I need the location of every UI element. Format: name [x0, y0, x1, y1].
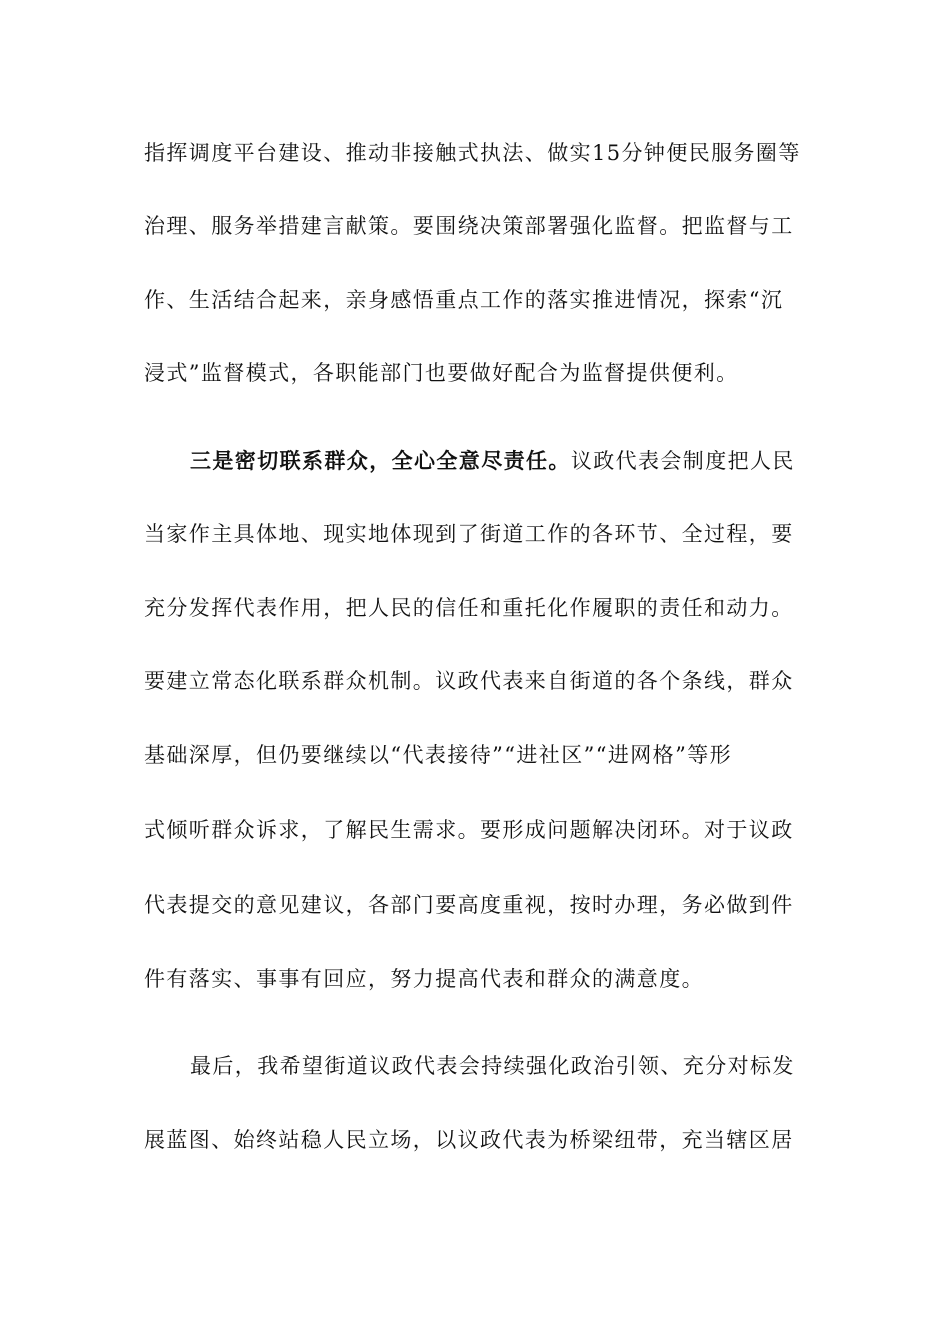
- body-line: 展蓝图、始终站稳人民立场，以议政代表为桥梁纽带，充当辖区居: [144, 1128, 794, 1152]
- body-line: 代表提交的意见建议，各部门要高度重视，按时办理，务必做到件: [144, 893, 794, 917]
- body-line: 作、生活结合起来，亲身感悟重点工作的落实推进情况，探索“沉: [144, 288, 784, 312]
- body-line: 指挥调度平台建设、推动非接触式执法、做实15分钟便民服务圈等: [144, 141, 801, 165]
- paragraph-first-line: 最后，我希望街道议政代表会持续强化政治引领、充分对标发: [190, 1054, 795, 1078]
- body-line: 充分发挥代表作用，把人民的信任和重托化作履职的责任和动力。: [144, 596, 794, 620]
- body-line: 式倾听群众诉求，了解民生需求。要形成问题解决闭环。对于议政: [144, 818, 794, 842]
- body-line: 当家作主具体地、现实地体现到了街道工作的各环节、全过程，要: [144, 522, 794, 546]
- body-line: 件有落实、事事有回应，努力提高代表和群众的满意度。: [144, 967, 704, 991]
- body-line: 要建立常态化联系群众机制。议政代表来自街道的各个条线，群众: [144, 669, 794, 693]
- body-line: 治理、服务举措建言献策。要围绕决策部署强化监督。把监督与工: [144, 214, 794, 238]
- paragraph-first-line: [190, 447, 804, 475]
- paragraph-heading: 三是密切联系群众，全心全意尽责任。: [190, 448, 571, 473]
- body-line: 浸式”监督模式，各职能部门也要做好配合为监督提供便利。: [144, 361, 739, 385]
- paragraph-text: 议政代表会制度把人民: [570, 449, 795, 473]
- body-line: 基础深厚，但仍要继续以“代表接待”“进社区”“进网格”等形: [144, 743, 733, 767]
